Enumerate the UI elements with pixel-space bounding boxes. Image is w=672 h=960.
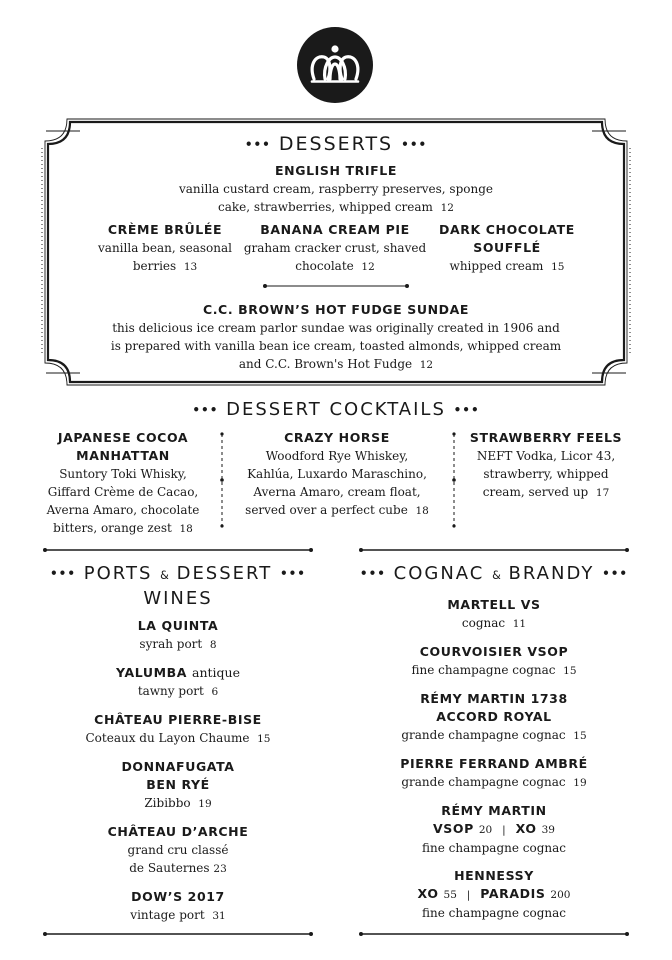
list-item [42,664,314,701]
japanese-cocoa-manhattan-item [30,429,216,538]
list-item [358,867,630,922]
drink-description: served over a perfect cube 18 [245,503,429,517]
cognac-description: fine champagne cognac [421,906,567,920]
price: 15 [573,730,587,742]
cognac-description: cognac 11 [461,616,527,630]
wine-description: syrah port 8 [139,637,217,651]
price: 18 [179,523,193,535]
divider-line [262,281,410,291]
price: 8 [209,639,217,651]
cognac-options: XO 55 | PARADIS 200 [417,886,571,901]
dish-description: whipped cream 15 [449,259,565,273]
wine-description: tawny port 6 [137,684,219,698]
price: 18 [415,505,429,517]
dish-description: berries 13 [132,259,198,273]
list-item [358,802,630,857]
price: 15 [563,665,577,677]
wine-name: CHÂTEAU PIERRE-BISE [94,712,262,727]
price: 15 [551,261,565,273]
dish-description: chocolate 12 [295,259,375,273]
cognac-description: grande champagne cognac 15 [401,728,587,742]
desserts-heading: ••• DESSERTS ••• [244,133,428,155]
cognac-list [358,596,630,932]
price: 19 [573,777,587,789]
column-divider [448,430,460,530]
wine-name: DOW’S 2017 [131,889,225,904]
drink-description: Averna Amaro, cream float, [253,485,421,499]
dish-name: CRÈME BRÛLÉE [107,222,223,237]
price: 11 [512,618,527,630]
price: 31 [212,910,226,922]
price: 17 [595,487,610,499]
price: 12 [361,261,375,273]
ornament-icon: ••• [602,566,629,581]
cognac-name: RÉMY MARTIN [441,803,547,818]
cognac-name: COURVOISIER VSOP [419,644,569,659]
drink-description: Kahlúa, Luxardo Maraschino, [247,467,427,481]
drink-description: strawberry, whipped [483,467,609,481]
price: 23 [213,863,227,875]
drink-description: Averna Amaro, chocolate [46,503,200,517]
wine-name: CHÂTEAU D’ARCHE [107,824,249,839]
price: 200 [550,889,571,901]
dessert-cocktails-heading: ••• DESSERT COCKTAILS ••• [192,399,480,420]
option-separator: | [502,824,506,836]
wine-description: Zibibbo 19 [144,796,212,810]
cognac-options: VSOP 20 | XO 39 [433,821,555,836]
price: 12 [419,359,434,371]
section-rule [358,929,630,939]
ports-heading: ••• PORTS & DESSERT ••• WINES [50,563,306,609]
price: 19 [198,798,212,810]
section-rule [358,545,630,555]
drink-description: Suntory Toki Whisky, [59,467,187,481]
dish-description: cake, strawberries, whipped cream 12 [218,200,454,214]
list-item [42,823,314,878]
list-item [358,690,630,745]
wine-description: de Sauternes 23 [129,861,227,875]
dish-name: SOUFFLÉ [473,240,541,255]
chocolate-souffle-item [432,221,582,276]
dish-description: and C.C. Brown's Hot Fudge 12 [238,357,434,371]
list-item [42,711,314,748]
dish-name: DARK CHOCOLATE [439,222,575,237]
dish-name: ENGLISH TRIFLE [275,163,397,178]
price: 6 [211,686,219,698]
dish-description: vanilla bean, seasonal [98,241,232,255]
cognac-description: fine champagne cognac [421,841,567,855]
drink-description: NEFT Vodka, Licor 43, [476,449,616,463]
wine-name: DONNAFUGATA [121,759,235,774]
ornament-icon: ••• [279,566,306,581]
ornament-icon: ••• [192,403,219,417]
dish-description: graham cracker crust, shaved [243,241,427,255]
ports-list [42,617,314,935]
drink-description: Woodford Rye Whiskey, [265,449,409,463]
wine-name: LA QUINTA [137,618,219,633]
cognac-description: grande champagne cognac 19 [401,775,587,789]
crown-logo-icon [297,27,373,103]
drink-description: bitters, orange zest 18 [53,521,193,535]
cognac-name: RÉMY MARTIN 1738 [420,691,568,706]
price: 39 [541,824,555,836]
section-rule [42,929,314,939]
cognac-name: ACCORD ROYAL [436,709,552,724]
wine-name: YALUMBA antique [116,665,240,680]
ornament-icon: ••• [359,566,386,581]
drink-name: MANHATTAN [76,448,170,463]
creme-brulee-item [90,221,240,276]
drink-description: cream, served up 17 [482,485,610,499]
section-rule [42,545,314,555]
cognac-heading: ••• COGNAC & BRANDY ••• [359,563,629,584]
column-divider [216,430,228,530]
cognac-name: HENNESSY [454,868,534,883]
ornament-icon: ••• [50,566,77,581]
ornament-icon: ••• [453,403,480,417]
drink-name: JAPANESE COCOA [57,430,189,445]
price: 12 [440,202,454,214]
drink-name: STRAWBERRY FEELS [469,430,623,445]
wine-description: vintage port 31 [130,908,226,922]
list-item [358,643,630,680]
wine-name: BEN RYÉ [146,777,210,792]
drink-description: Giffard Crème de Cacao, [47,485,199,499]
ornament-icon: ••• [244,137,271,152]
list-item [42,758,314,813]
cognac-name: MARTELL VS [447,597,541,612]
cognac-description: fine champagne cognac 15 [411,663,577,677]
dish-description: this delicious ice cream parlor sundae was originally created in 1906 and [112,321,560,335]
dish-description: is prepared with vanilla bean ice cream, toasted almonds, whipped cream [110,339,562,353]
drink-name: CRAZY HORSE [284,430,390,445]
dish-description: vanilla custard cream, raspberry preserves, sponge [178,182,494,196]
option-separator: | [466,889,471,901]
wine-description: grand cru classé [127,843,229,857]
list-item [42,888,314,925]
dish-name: BANANA CREAM PIE [260,222,410,237]
list-item [42,617,314,654]
english-trifle-item [136,162,536,217]
price: 13 [183,261,198,273]
dish-name: C.C. BROWN’S HOT FUDGE SUNDAE [202,302,470,317]
list-item [358,596,630,633]
strawberry-feels-item [466,429,626,502]
wine-description: Coteaux du Layon Chaume 15 [85,731,271,745]
hot-fudge-sundae-item [86,301,586,374]
price: 55 [443,889,457,901]
price: 20 [478,824,493,836]
ornament-icon: ••• [401,137,428,152]
price: 15 [257,733,271,745]
cognac-name: PIERRE FERRAND AMBRÉ [400,756,588,771]
banana-cream-pie-item [240,221,430,276]
crazy-horse-item [232,429,442,520]
list-item [358,755,630,792]
